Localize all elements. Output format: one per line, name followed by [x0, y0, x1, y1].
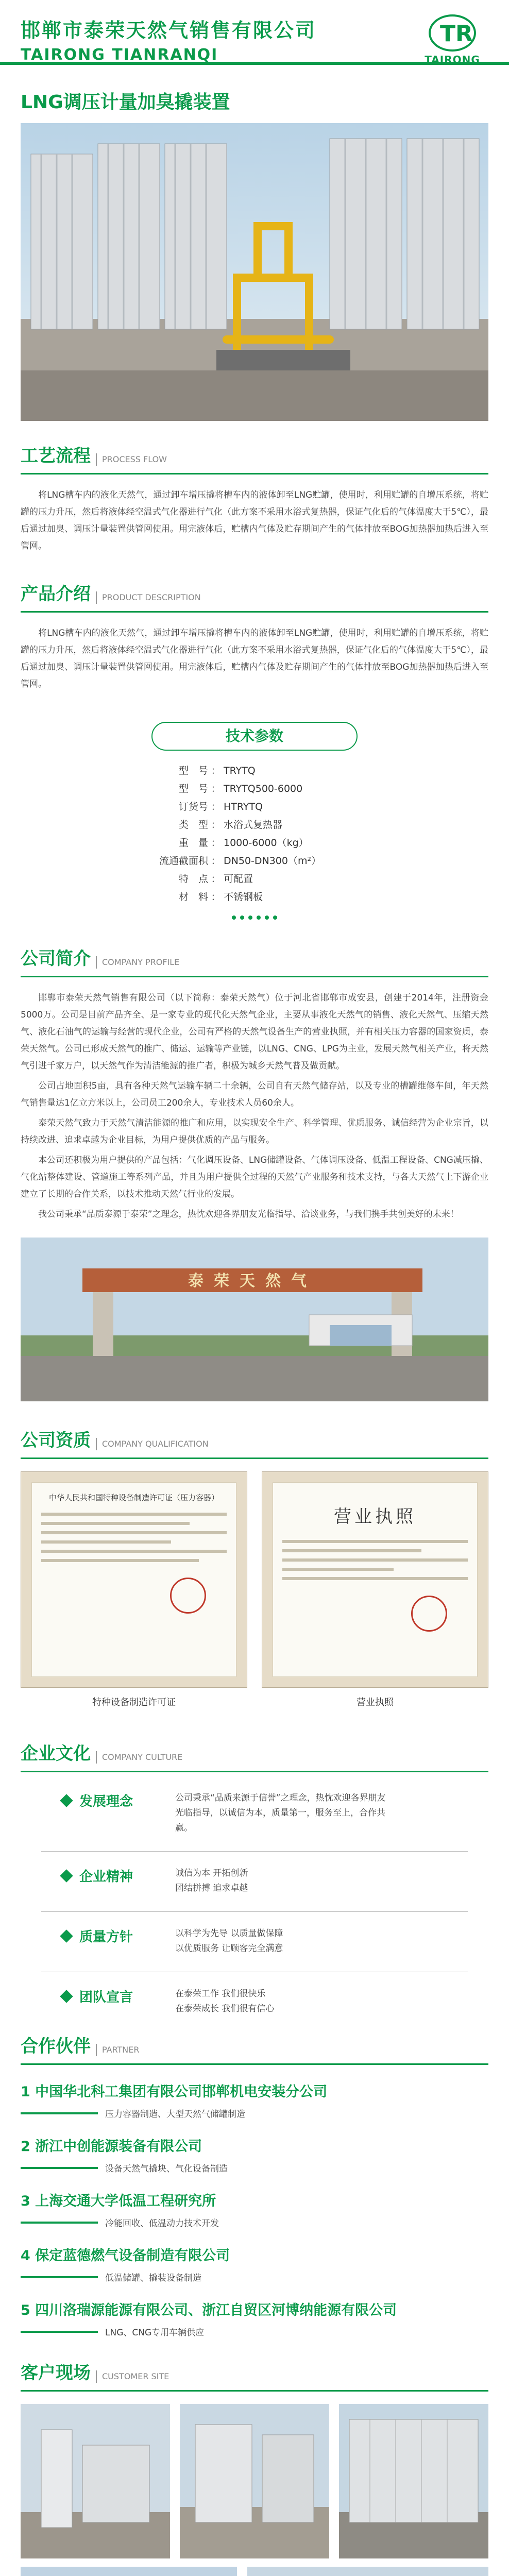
seal-icon	[411, 1596, 447, 1632]
specs-title: 技术参数	[151, 722, 358, 751]
partner-section-title	[0, 2032, 509, 2057]
cert2-caption: 营业执照	[357, 1697, 394, 1708]
culture-item: 质量方针 以科学为先导 以质量做保障 以优质服务 让顾客完全满意	[21, 1926, 488, 1956]
profile-paragraph: 我公司秉承“品质泰源于泰荣”之理念，热忱欢迎各界朋友光临指导、洽谈业务，与我们携手共创美好的未来！	[38, 1209, 459, 1219]
company-pinyin: TAIRONG TIANRANQI	[21, 46, 218, 64]
spec-row: 材 料 ： 不锈钢板	[178, 891, 263, 903]
company-name: 邯郸市泰荣天然气销售有限公司	[21, 19, 317, 42]
certificate-business-license[interactable]	[262, 1471, 488, 1708]
product-photo	[21, 123, 488, 421]
logo-text: TAIRONG	[425, 54, 480, 66]
site-photo[interactable]	[247, 2567, 488, 2576]
culture-section-title	[0, 1739, 509, 1765]
partner-rule	[21, 2063, 488, 2065]
cert1-heading: 中华人民共和国特种设备制造许可证（压力容器）	[48, 1493, 219, 1502]
profile-paragraph: 邯郸市泰荣天然气销售有限公司（以下简称：泰荣天然气）位于河北省邯郸市成安县，创建于2014年，注册资金5000万。公司是目前产品齐全、是一家专业的现代化天然气企业，主要从事液化天然气的销售、液化天然气、压缩天然气、液化石油气的运输与经营的现代企业，公司有严格的天然气设备生产的营业执照，并有相关压力容器的国家资质，泰荣天然气。公司已形成天然气的推广、储运、运输等产业链，以LNG、CNG、LPG为主业，发展天然气相关产业，将天然气引进千家万户，以天然气作为清洁能源的推广者，积极为城乡天然气普及做贡献。	[21, 993, 488, 1071]
profile-title-en: COMPANY PROFILE	[102, 957, 180, 967]
qualification-title: 公司资质	[21, 1430, 91, 1451]
customer-title-en: CUSTOMER SITE	[102, 2371, 169, 2381]
diamond-icon	[60, 1990, 73, 2003]
profile-paragraph: 泰荣天然气致力于天然气清洁能源的推广和应用，以实现安全生产、科学管理、优质服务、诚信经营为企业宗旨，以持续改进、追求卓越为企业目标，为用户提供优质的产品与服务。	[21, 1118, 488, 1145]
process-section-title	[0, 442, 509, 467]
company-logo[interactable]	[416, 14, 488, 66]
partner-title-en: PARTNER	[102, 2045, 140, 2055]
partner-item: 3 上海交通大学低温工程研究所 冷能回收、低温动力技术开发	[21, 2193, 219, 2229]
process-title: 工艺流程	[21, 446, 91, 466]
customer-title: 客户现场	[21, 2363, 91, 2383]
description-title-en: PRODUCT DESCRIPTION	[102, 592, 201, 602]
diamond-icon	[60, 1929, 73, 1942]
specs-dots	[0, 916, 509, 920]
diamond-icon	[60, 1794, 73, 1807]
profile-paragraph: 本公司还积极为用户提供的产品包括：气化调压设备、LNG储罐设备、气体调压设备、低温工程设备、CNG减压撬、气化站整体建设、管道施工等系列产品，并且为用户提供全过程的天然气产业服务和技术支持，与各大天然气上下游企业建立了长期的合作关系，以技术推动天然气行业的发展。	[21, 1155, 488, 1199]
certificate-manufacturing[interactable]	[21, 1471, 247, 1708]
site-photo[interactable]	[180, 2404, 329, 2558]
culture-item: 团队宣言 在泰荣工作 我们很快乐 在泰荣成长 我们很有信心	[21, 1987, 488, 2016]
spec-row: 型 号 ： TRYTQ	[178, 765, 256, 776]
specs-list	[121, 762, 388, 906]
gate-sign-text: 泰荣天然气	[188, 1272, 317, 1290]
product-title: LNG调压计量加臭撬装置	[21, 92, 230, 113]
spec-row: 重 量 ： 1000-6000（kg）	[178, 837, 309, 849]
spec-row: 流通截面积 ： DN50-DN300（m²）	[159, 855, 321, 867]
qualification-title-en: COMPANY QUALIFICATION	[102, 1439, 209, 1449]
process-text: 将LNG槽车内的液化天然气，通过卸车增压撬将槽车内的液体卸至LNG贮罐，使用时，利用贮罐的自增压系统，将贮罐的压力升压，然后将液体经空温式气化器进行气化（此方案不采用水浴式复热器，保证气化后的气体温度大于5℃），最后通过加臭、调压计量装置供管网使用。用完液体后，贮槽内气体及贮存期间产生的气体排放至BOG加热器加热后进入至管网。	[21, 490, 488, 551]
profile-title: 公司简介	[21, 948, 91, 969]
customer-section-title	[0, 2359, 509, 2384]
certificates	[0, 1459, 509, 1708]
description-section-title	[0, 580, 509, 605]
qualification-section-title	[0, 1426, 509, 1451]
culture-title: 企业文化	[21, 1743, 91, 1764]
cert2-heading: 营业执照	[334, 1506, 416, 1527]
spec-row: 类 型 ： 水浴式复热器	[178, 819, 283, 831]
partner-item: 1 中国华北科工集团有限公司邯郸机电安装分公司 压力容器制造、大型天然气储罐制造	[21, 2084, 328, 2120]
process-title-en: PROCESS FLOW	[102, 454, 167, 464]
company-gate-photo	[21, 1238, 488, 1401]
diamond-icon	[60, 1869, 73, 1882]
site-photo[interactable]	[21, 2404, 170, 2558]
cert1-caption: 特种设备制造许可证	[92, 1697, 176, 1708]
product-photo-image	[21, 123, 488, 421]
spec-row: 特 点 ： 可配置	[178, 873, 253, 885]
partner-item: 5 四川洛瑞源能源有限公司、浙江自贸区河博纳能源有限公司 LNG、CNG专用车辆供应	[21, 2302, 397, 2338]
gate-image	[21, 1238, 488, 1401]
seal-icon	[170, 1578, 206, 1614]
spec-row: 型 号 ： TRYTQ500-6000	[178, 783, 303, 794]
culture-list	[0, 1772, 509, 2016]
partner-item: 2 浙江中创能源装备有限公司 设备天然气撬块、气化设备制造	[21, 2139, 228, 2174]
partner-item: 4 保定蓝德燃气设备制造有限公司 低温储罐、撬装设备制造	[21, 2248, 230, 2283]
logo-icon: TR	[429, 14, 476, 52]
culture-title-en: COMPANY CULTURE	[102, 1752, 183, 1762]
spec-row: 订货号 ： HTRYTQ	[178, 801, 263, 812]
description-text: 将LNG槽车内的液化天然气，通过卸车增压撬将槽车内的液体卸至LNG贮罐，使用时，利用贮罐的自增压系统，将贮罐的压力升压，然后将液体经空温式气化器进行气化（此方案不采用水浴式复热器，保证气化后的气体温度大于5℃），最后通过加臭、调压计量装置供管网使用。用完液体后，贮槽内气体及贮存期间产生的气体排放至BOG加热器加热后进入至管网。	[21, 628, 488, 689]
description-title: 产品介绍	[21, 584, 91, 604]
header	[0, 0, 509, 66]
partner-title: 合作伙伴	[21, 2036, 91, 2057]
profile-section-title	[0, 944, 509, 970]
site-photo[interactable]	[339, 2404, 488, 2558]
culture-item: 企业精神 诚信为本 开拓创新 团结拼搏 追求卓越	[21, 1866, 488, 1896]
customer-site-gallery	[0, 2392, 509, 2576]
profile-paragraph: 公司占地面积5亩，具有各种天然气运输车辆二十余辆，公司自有天然气储存站，以及专业的槽罐维修车间，年天然气销售量达1亿立方米以上，公司员工200余人，专业技术人员60余人。	[21, 1081, 488, 1108]
culture-item: 发展理念 公司秉承“品质来源于信誉”之理念，热忱欢迎各界朋友光临指导，以诚信为本，质量第一，服务至上，合作共赢。	[21, 1791, 488, 1836]
site-photo-tank[interactable]	[21, 2567, 237, 2576]
